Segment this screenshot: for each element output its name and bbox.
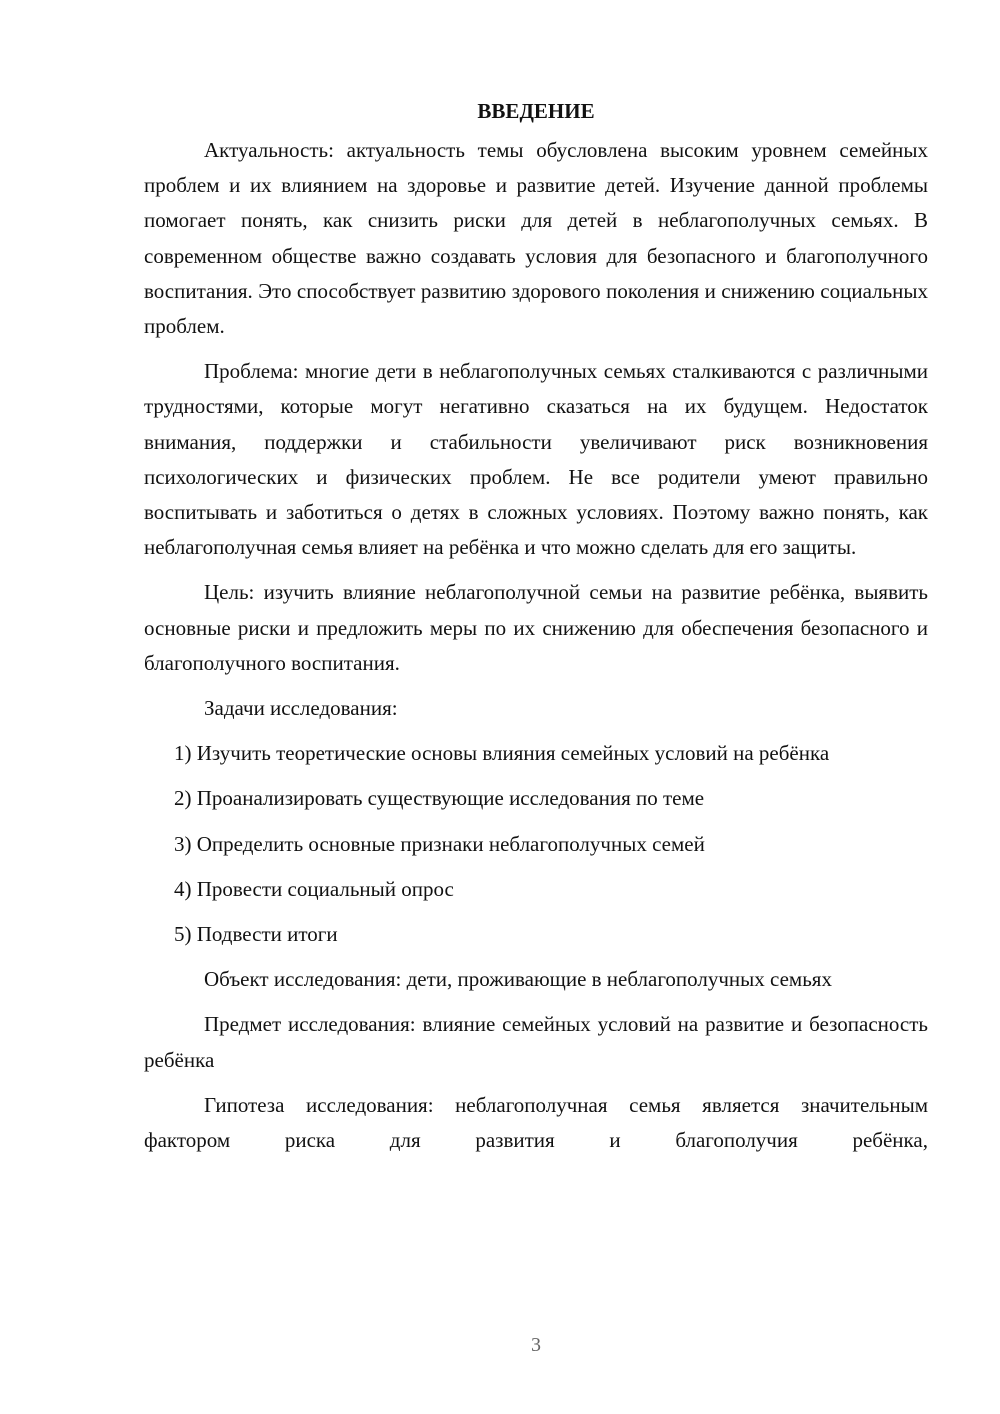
paragraph-goal: Цель: изучить влияние неблагополучной семьи на развитие ребёнка, выявить основные риски и предложить меры по их снижению для обеспечения безопасного и благополучного воспитания. xyxy=(144,580,928,675)
tasks-heading: Задачи исследования: xyxy=(204,696,398,721)
page-number: 3 xyxy=(531,1334,541,1356)
paragraph-hypothesis: Гипотеза исследования: неблагополучная семья является значительным фактором риска для развития и благополучия ребёнка, xyxy=(144,1092,928,1153)
paragraph-problem: Проблема: многие дети в неблагополучных семьях сталкиваются с различными трудностями, которые могут негативно сказаться на их будущем. Недостаток внимания, поддержки и стабильности увеличивают риск возникновения психологических и физических проблем. Не все родители умеют правильно воспитывать и заботиться о детях в сложных условиях. Поэтому важно понять, как неблагополучная семья влияет на ребёнка и что можно сделать для его защиты. xyxy=(144,359,928,560)
task-item-1: 1) Изучить теоретические основы влияния семейных условий на ребёнка xyxy=(174,741,830,766)
paragraph-object: Объект исследования: дети, проживающие в неблагополучных семьях xyxy=(204,967,832,992)
task-item-2: 2) Проанализировать существующие исследования по теме xyxy=(174,786,705,811)
paragraph-subject: Предмет исследования: влияние семейных условий на развитие и безопасность ребёнка xyxy=(144,1012,928,1072)
task-item-5: 5) Подвести итоги xyxy=(174,922,338,947)
task-item-3: 3) Определить основные признаки неблагополучных семей xyxy=(174,831,705,856)
task-item-4: 4) Провести социальный опрос xyxy=(174,876,454,901)
page-content xyxy=(144,94,928,1168)
page-title: ВВЕДЕНИЕ xyxy=(477,99,595,123)
paragraph-relevance: Актуальность: актуальность темы обусловлена высоким уровнем семейных проблем и их влиянием на здоровье и развитие детей. Изучение данной проблемы помогает понять, как снизить риски для детей в неблагополучных семьях. В современном обществе важно создавать условия для безопасного и благополучного воспитания. Это способствует развитию здорового поколения и снижению социальных проблем. xyxy=(144,138,928,339)
